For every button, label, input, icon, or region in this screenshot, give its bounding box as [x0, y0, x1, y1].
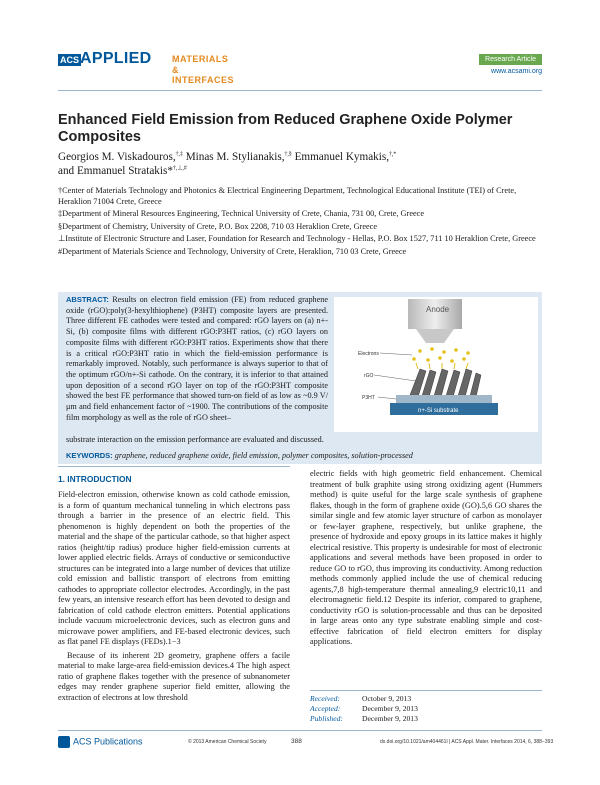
acs-label: ACS [60, 55, 80, 65]
author-list [58, 150, 538, 178]
abstract-label: ABSTRACT: [66, 295, 109, 304]
publisher-name: ACS Publications [73, 736, 143, 747]
copyright: © 2013 American Chemical Society [188, 739, 267, 745]
publication-dates [310, 690, 542, 724]
affiliation: ‡Department of Mineral Resources Engineering, Technical University of Crete, Chania, 731 00, Crete, Greece [58, 209, 425, 219]
article-title: Enhanced Field Emission from Reduced Graphene Oxide Polymer Composites [58, 112, 513, 145]
paragraph: Because of its inherent 2D geometry, graphene offers a facile material to make large-area field-emission devices.4 The high aspect ratio of graphene flakes together with the presence of subnanometer edges may render graphene superior field emitter, allowing the extraction of electrons at low threshold [58, 650, 290, 702]
body-column-right [310, 469, 542, 651]
toc-graphic-svg [334, 297, 538, 432]
paragraph: Field-electron emission, otherwise known as cold cathode emission, is a form of quantum mechanical tunneling in which electrons pass through a barrier in the presence of an electric field. This phenomenon is highly dependent on both the properties of the material and the shape of the particular cathode, so that higher aspect ratios (height/tip radius) produce higher field-emission currents at lower applied electric fields. Arrays of conductive or semiconductive structures can be integrated into a large number of devices that utilize cold emission and ballistic transport of electrons from emitting cathodes to appropriate collector electrodes. Accordingly, in the past few years, an intensive research effort has been devoted to design and fabrication of cold cathode electron emitters. Potential applications include vacuum microelectronic devices, such as electron guns and microwave power amplifiers, and FE-based electronic devices, such as flat panel FE displays (FEDs).1−3 [58, 490, 290, 646]
footer-divider [58, 730, 542, 731]
author-2[interactable]: Minas M. Stylianakis, [182, 151, 285, 163]
author-2-affil: †,§ [284, 151, 292, 158]
affiliation: #Department of Materials Science and Technology, University of Crete, Heraklion, 710 03 Crete, Greece [58, 246, 407, 256]
date-row: Accepted: December 9, 2013 [310, 704, 418, 713]
publisher-logo [58, 736, 143, 748]
section-divider [58, 466, 290, 467]
label-rgo: rGO [364, 373, 374, 379]
abstract-text: Results on electron field emission (FE) from reduced graphene oxide (rGO):poly(3-hexylthiophene) (P3HT) composite layers are presented. Three different FE cathodes were tested and compared: rGO layers on (a) n+-Si, (b) composite films with different rGO:P3HT ratios, (c) rGO layers on composite films with different rGO:P3HT ratios. Experiments show that there is a critical rGO:P3HT ratio in which the field-emission performance is remarkably improved. Notably, such performance is always superior to that of the optimum rGO/n+-Si cathode. On the contrary, it is inferior to that attained upon deposition of a second rGO layer on top of the rGO:P3HT composite showed the best FE performance that showed turn-on field of as low as ~0.9 V/μm and field enhancement factor of ~1900. The contributions of the composite film morphology as well as the role of rGO sheet– [66, 295, 328, 422]
keywords-list: graphene, reduced graphene oxide, field emission, polymer composites, solution-processed [114, 451, 413, 460]
paragraph: electric fields with high geometric field enhancement. Chemical treatment of bulk graphite using strong oxidizing agent (Hummers method) is quite useful for the large scale synthesis of graphene flakes, though in the form of graphene oxide (GO).5,6 GO shares the similar single and few atomic layer structure of carbon as monolayer or few-layer graphene, respectively, but unlike graphene, the presence of hydroxide and epoxy groups in its lattice makes it highly electrical resistive. This property is undesirable for most of electronic applications and several methods have been proposed in order to reduce GO to rGO, thus improving its conductivity. Among reduction methods commonly applied include the use of chemical reducing agents,7,8 high-temperature thermal annealing,9 electric10,11 and electromagnetic field.12 Despite its inferior, compared to graphene, conductivity rGO is solution-processable and thus can be deposited in large areas onto any type substrate enabling simple and cost-effective fabrication of field electron emitters for display applications. [310, 469, 542, 646]
journal-logo [58, 50, 235, 85]
journal-word-interfaces: & INTERFACES [172, 65, 235, 85]
label-electrons: Electrons [358, 351, 379, 357]
p3ht-layer [396, 395, 492, 403]
anode-label: Anode [426, 305, 450, 314]
author-3[interactable]: Emmanuel Kymakis, [291, 151, 390, 163]
journal-word-applied: APPLIED [80, 50, 152, 67]
anode-block [408, 299, 462, 329]
keywords [66, 451, 536, 461]
author-1-affil: †,‡ [175, 151, 183, 158]
substrate-label: n+-Si substrate [418, 408, 459, 414]
abstract-body [66, 295, 328, 423]
page-number: 388 [291, 738, 302, 745]
author-1[interactable]: Georgios M. Viskadouros, [58, 151, 176, 163]
keywords-label: KEYWORDS: [66, 451, 113, 460]
date-row: Received: October 9, 2013 [310, 694, 412, 703]
affiliations [58, 186, 542, 260]
header-divider [58, 90, 542, 91]
author-3-affil: †,* [389, 151, 397, 158]
journal-word-materials: MATERIALS [172, 54, 229, 64]
article-type-badge: Research Article [479, 54, 542, 65]
abstract-tail: substrate interaction on the emission performance are evaluated and discussed. [66, 435, 324, 444]
label-p3ht: P3HT [362, 395, 375, 401]
section-heading: 1. INTRODUCTION [58, 474, 132, 484]
affiliation: ⊥Institute of Electronic Structure and Laser, Foundation for Research and Technology - Hellas, P.O. Box 1527, 711 10 Heraklion Crete, Greece [58, 234, 536, 244]
doi-citation[interactable]: dx.doi.org/10.1021/am404461l | ACS Appl. Mater. Interfaces 2014, 6, 388−393 [380, 739, 554, 745]
acs-hex-icon [58, 736, 70, 748]
date-row: Published: December 9, 2013 [310, 714, 418, 723]
author-4[interactable]: and Emmanuel Stratakis* [58, 165, 173, 177]
journal-url[interactable]: www.acsami.org [491, 68, 542, 75]
author-4-affil: †,⊥,# [172, 165, 187, 172]
affiliation: §Department of Chemistry, University of Crete, P.O. Box 2208, 710 03 Heraklion Crete, Greece [58, 221, 378, 231]
affiliation: †Center of Materials Technology and Photonics & Electrical Engineering Department, Technological Educational Institute (TEI) of Crete, Heraklion 71004 Crete, Greece [58, 186, 517, 206]
body-column-left [58, 490, 290, 706]
toc-graphic [334, 297, 538, 432]
